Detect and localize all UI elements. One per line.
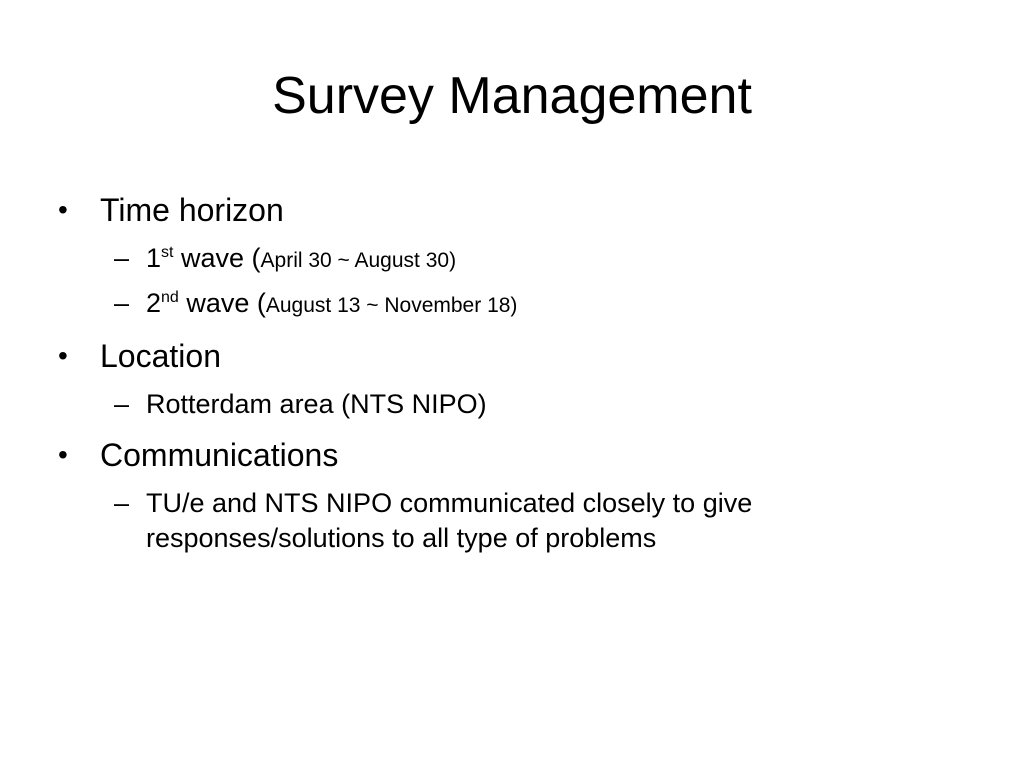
subitem-text: Rotterdam area (NTS NIPO): [146, 389, 487, 419]
wave-number: 1: [146, 243, 162, 273]
slide-title: Survey Management: [272, 67, 752, 125]
bullet-icon: •: [58, 194, 68, 225]
subitem-second-wave: [56, 286, 936, 323]
subitem-text: TU/e and NTS NIPO communicated closely to give responses/solutions to all type of problems: [146, 488, 753, 553]
subitem-list: [56, 241, 936, 323]
dash-icon: –: [114, 243, 130, 273]
subitem-first-wave: [56, 241, 936, 278]
wave-word: wave (: [178, 288, 266, 318]
bullet-icon: •: [58, 439, 68, 470]
bullet-time-horizon: [56, 185, 936, 235]
subitem-list: [56, 486, 936, 556]
dash-icon: –: [114, 389, 130, 419]
bullet-label: Location: [100, 338, 221, 374]
wave-dates: August 13 ~ November 18): [265, 294, 518, 317]
bullet-label: Time horizon: [100, 192, 284, 228]
bullet-label: Communications: [100, 437, 339, 473]
wave-dates: April 30 ~ August 30): [260, 249, 457, 272]
subitem-list: [56, 387, 936, 422]
bullet-icon: •: [58, 340, 68, 371]
bullet-communications: [56, 430, 936, 480]
ordinal-suffix: nd: [161, 289, 179, 306]
wave-word: wave (: [173, 243, 261, 273]
wave-number: 2: [146, 288, 162, 318]
dash-icon: –: [114, 488, 130, 518]
ordinal-suffix: st: [161, 244, 174, 261]
bullet-location: [56, 331, 936, 381]
subitem-communications: [56, 486, 936, 556]
subitem-location: [56, 387, 936, 422]
dash-icon: –: [114, 288, 130, 318]
slide-content: [56, 185, 936, 564]
